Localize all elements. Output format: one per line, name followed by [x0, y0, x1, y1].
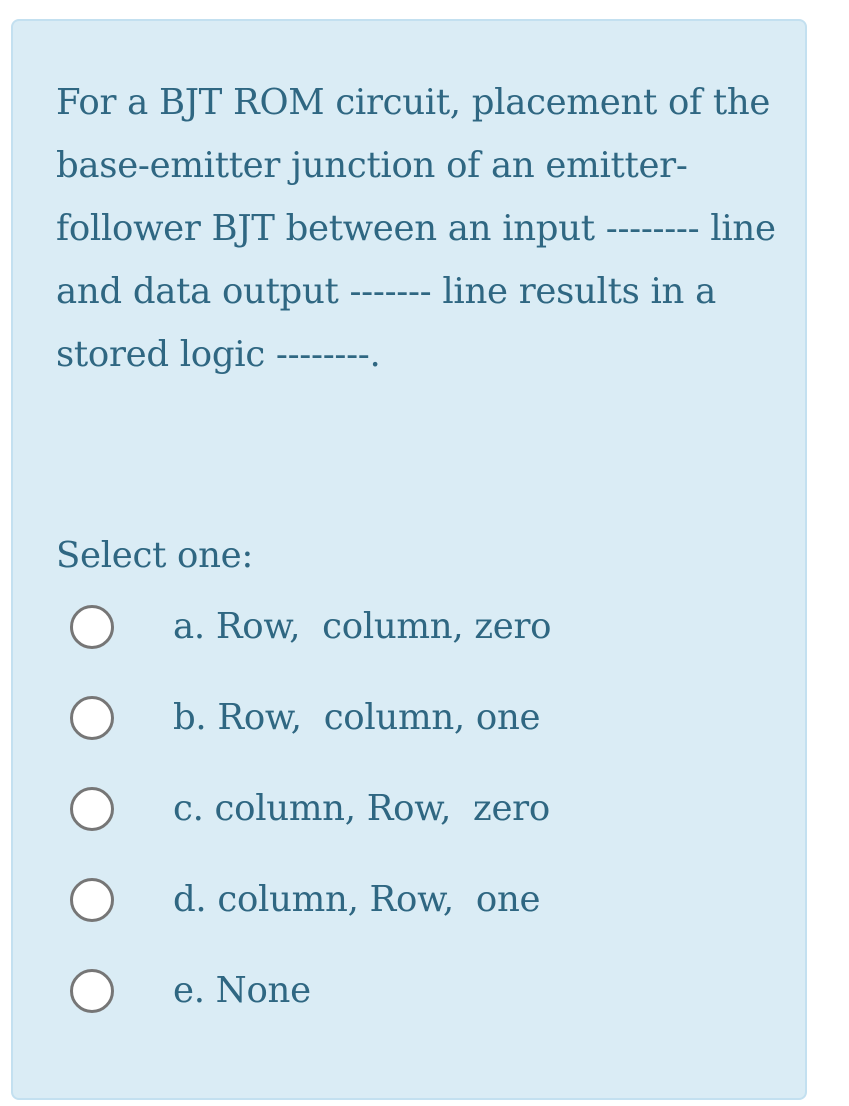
radio-button-c[interactable] [70, 787, 114, 831]
question-text [56, 71, 776, 386]
question-line: For a BJT ROM circuit, placement of the [56, 82, 771, 123]
question-card [11, 19, 807, 1100]
radio-button-a[interactable] [70, 605, 114, 649]
radio-button-d[interactable] [70, 878, 114, 922]
option-a[interactable] [13, 602, 805, 693]
select-one-prompt: Select one: [56, 535, 254, 576]
question-line: stored logic --------. [56, 334, 381, 375]
option-c-label[interactable]: c. column, Row, zero [173, 788, 550, 829]
question-line: follower BJT between an input -------- line [56, 208, 776, 249]
answer-options [13, 602, 805, 1057]
option-d[interactable] [13, 875, 805, 966]
option-b[interactable] [13, 693, 805, 784]
radio-button-b[interactable] [70, 696, 114, 740]
option-c[interactable] [13, 784, 805, 875]
option-e[interactable] [13, 966, 805, 1057]
option-d-label[interactable]: d. column, Row, one [173, 879, 541, 920]
option-b-label[interactable]: b. Row, column, one [173, 697, 541, 738]
question-line: base-emitter junction of an emitter- [56, 145, 688, 186]
radio-button-e[interactable] [70, 969, 114, 1013]
option-a-label[interactable]: a. Row, column, zero [173, 606, 552, 647]
option-e-label[interactable]: e. None [173, 970, 311, 1011]
question-line: and data output ------- line results in a [56, 271, 716, 312]
